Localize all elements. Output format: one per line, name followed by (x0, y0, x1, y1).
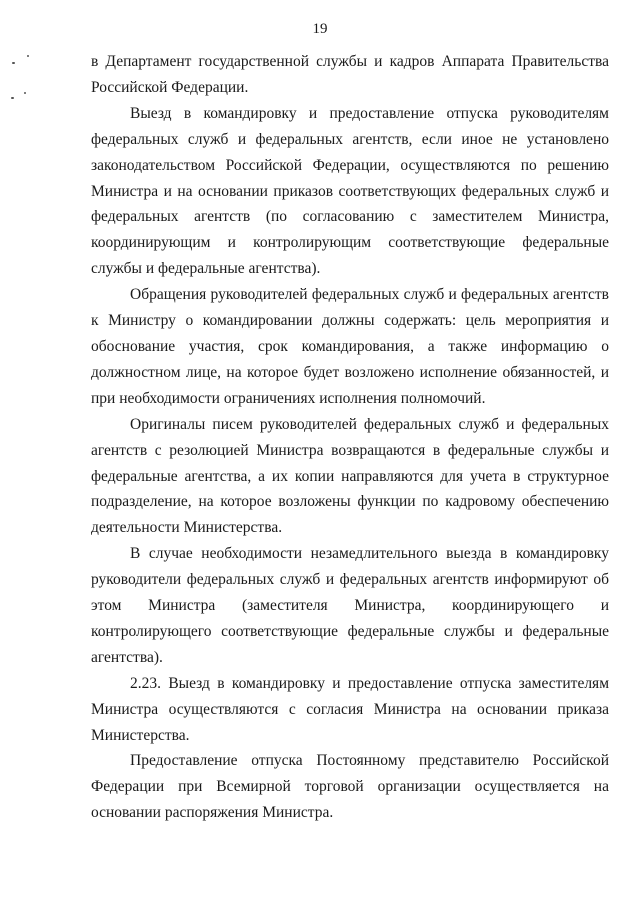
paragraph-section-2-23: 2.23. Выезд в командировку и предоставление отпуска заместителям Министра осуществляются с согласия Министра на основании приказа Министерства. (91, 674, 609, 744)
paragraph: В случае необходимости незамедлительного выезда в командировку руководители федеральных служб и федеральных агентств информируют об этом Министра (заместителя Министра, координирующего и контролирующего соответствующие федеральные службы и федеральные агентства). (91, 545, 609, 666)
paragraph: Предоставление отпуска Постоянному представителю Российской Федерации при Всемирной торговой организации осуществляется на основании распоряжения Министра. (91, 752, 609, 822)
paragraph: Обращения руководителей федеральных служб и федеральных агентств к Министру о командировании должны содержать: цель мероприятия и обоснование участия, срок командирования, а также информацию о должностном лице, на которое будет возложено исполнение обязанностей, и при необходимости ограничениях исполнения полномочий. (91, 286, 609, 407)
paragraph: Оригиналы писем руководителей федеральных служб и федеральных агентств с резолюцией Министра возвращаются в федеральные службы и федеральные агентства, а их копии направляются для учета в структурное подразделение, на которое возложены функции по кадровому обеспечению деятельности Министерства. (91, 415, 609, 537)
scan-mark (24, 92, 26, 94)
page-number: 19 (312, 21, 328, 37)
scan-mark (27, 55, 29, 57)
paragraph: в Департамент государственной службы и кадров Аппарата Правительства Российской Федерации. (91, 53, 609, 96)
scan-mark (11, 97, 14, 99)
paragraph: Выезд в командировку и предоставление отпуска руководителям федеральных служб и федеральных агентств, если иное не установлено законодательством Российской Федерации, осуществляются по решению Министра и на основании приказов соответствующих федеральных служб и федеральных агентств (по согласованию с заместителем Министра, координирующим и контролирующим соответствующие федеральные службы и федеральные агентства). (91, 104, 609, 278)
scan-mark (12, 62, 15, 64)
document-body (91, 49, 609, 826)
